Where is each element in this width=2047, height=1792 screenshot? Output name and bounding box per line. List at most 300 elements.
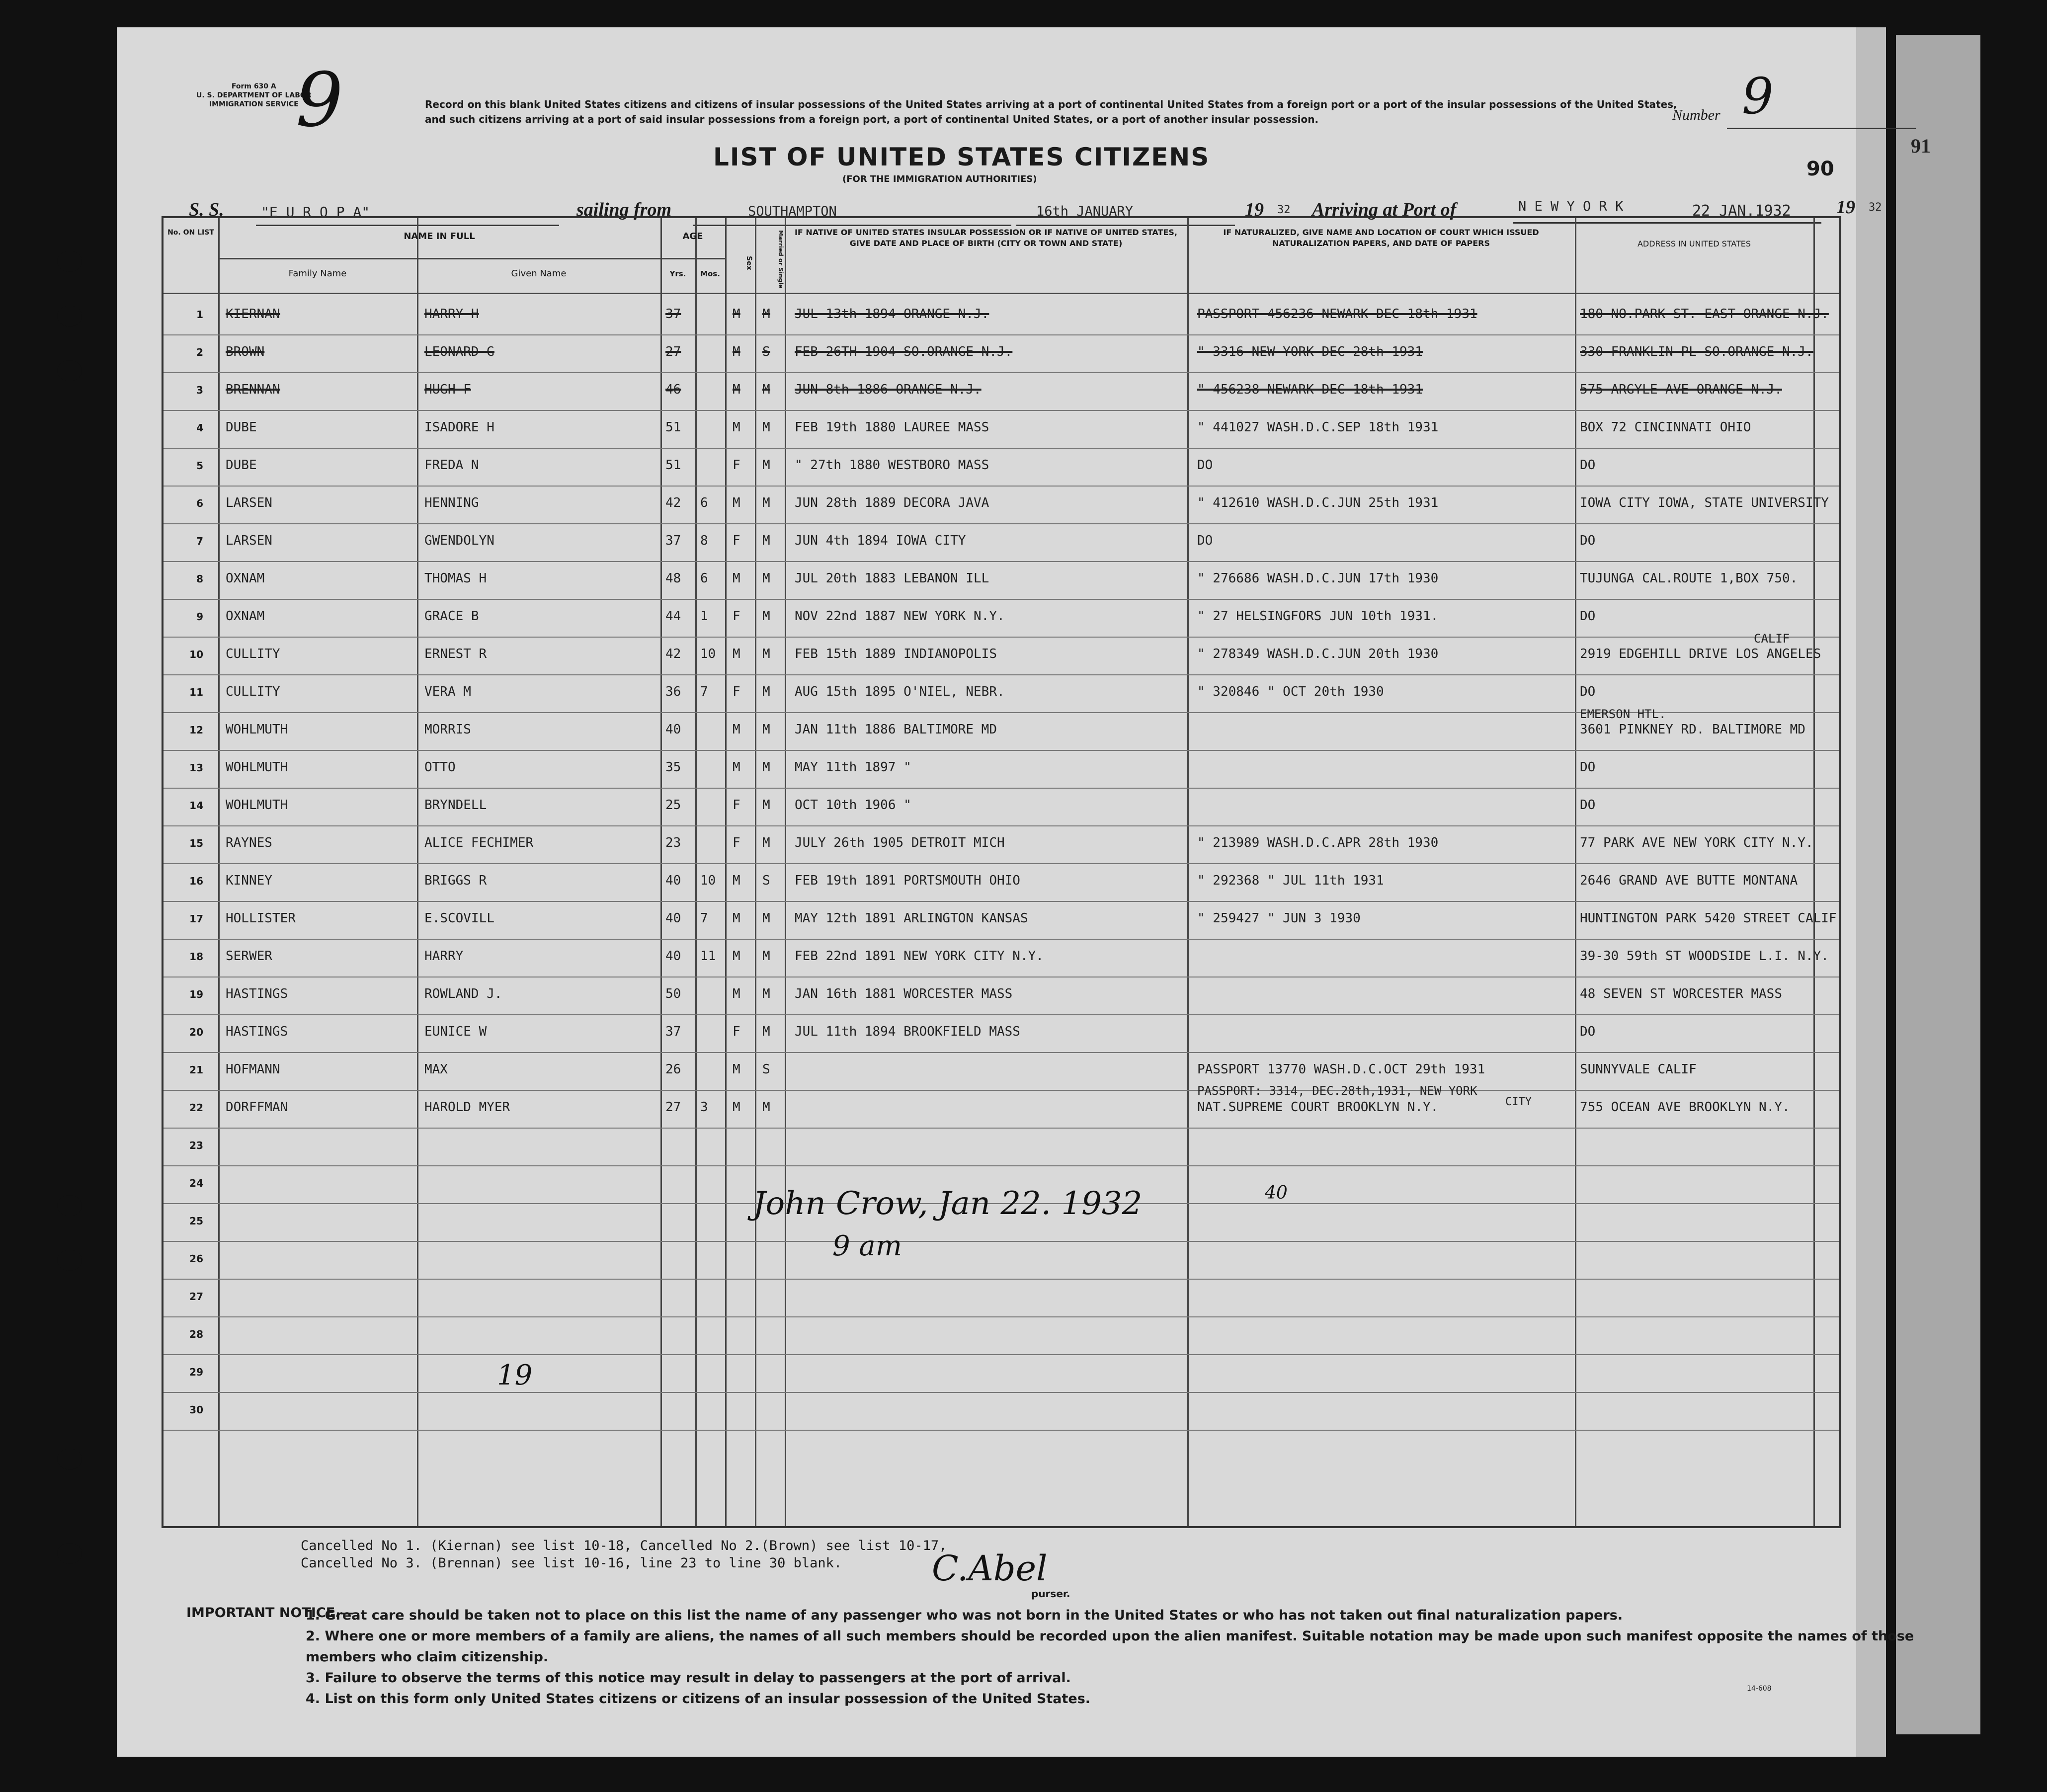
row-number: 24 <box>189 1177 203 1189</box>
table-row <box>164 449 1839 486</box>
cell-birth: FEB 19th 1880 LAUREE MASS <box>795 420 989 435</box>
cell-nat: " 292368 " JUL 11th 1931 <box>1197 873 1384 888</box>
year-from: 32 <box>1277 204 1291 216</box>
cell-birth: JAN 11th 1886 BALTIMORE MD <box>795 722 997 737</box>
cell-family: OXNAM <box>226 609 265 624</box>
cell-yrs: 51 <box>665 420 681 435</box>
cell-ms: M <box>762 420 770 435</box>
cell-birth: JUN 4th 1894 IOWA CITY <box>795 533 966 548</box>
form-identifier <box>196 82 312 109</box>
row-number: 14 <box>189 800 203 812</box>
cell-family: BRENNAN <box>226 382 280 397</box>
cell-sex: M <box>733 571 740 586</box>
table-row <box>164 373 1839 410</box>
cell-ms: M <box>762 1100 770 1115</box>
cell-ms: M <box>762 533 770 548</box>
cell-addr: 3601 PINKNEY RD. BALTIMORE MD <box>1580 722 1805 737</box>
date-from: 16th JANUARY <box>1036 204 1134 219</box>
cell-addr: 77 PARK AVE NEW YORK CITY N.Y. <box>1580 835 1813 850</box>
row-number: 16 <box>189 875 203 887</box>
table-row <box>164 1280 1839 1316</box>
cell-nat: " 441027 WASH.D.C.SEP 18th 1931 <box>1197 420 1439 435</box>
cell-birth: JAN 16th 1881 WORCESTER MASS <box>795 986 1013 1001</box>
cell-addr-above: EMERSON HTL. <box>1580 707 1666 721</box>
cell-sex: F <box>733 835 740 850</box>
cell-birth: FEB 26TH 1904 SO.ORANGE N.J. <box>795 344 1013 359</box>
cell-given: EUNICE W <box>424 1024 487 1039</box>
cell-ms: S <box>762 344 770 359</box>
cell-given: GWENDOLYN <box>424 533 494 548</box>
row-number: 9 <box>196 611 203 623</box>
cell-yrs: 23 <box>665 835 681 850</box>
cell-ms: S <box>762 1062 770 1077</box>
cell-addr: DO <box>1580 458 1596 473</box>
header-given-name: Given Name <box>511 268 567 279</box>
cell-yrs: 35 <box>665 760 681 775</box>
cell-mos: 1 <box>700 609 708 624</box>
row-number: 5 <box>196 460 203 472</box>
cell-ms: M <box>762 684 770 699</box>
purser-label: purser. <box>1031 1588 1070 1600</box>
cell-sex: M <box>733 760 740 775</box>
cell-given: VERA M <box>424 684 471 699</box>
row-number: 29 <box>189 1366 203 1378</box>
cell-nat: NAT.SUPREME COURT BROOKLYN N.Y. <box>1197 1100 1439 1115</box>
cell-addr: SUNNYVALE CALIF <box>1580 1062 1697 1077</box>
binder-hole <box>57 1543 82 1564</box>
cell-yrs: 37 <box>665 307 681 322</box>
cell-nat: " 3316 NEW YORK DEC 28th 1931 <box>1197 344 1423 359</box>
cell-family: DORFFMAN <box>226 1100 288 1115</box>
cell-birth: JUL 11th 1894 BROOKFIELD MASS <box>795 1024 1020 1039</box>
table-row <box>164 789 1839 825</box>
cell-yrs: 42 <box>665 647 681 661</box>
cell-sex: M <box>733 307 740 322</box>
handwritten-list-number: 9 <box>296 57 343 144</box>
row-number: 3 <box>196 384 203 396</box>
cancellation-note-2: Cancelled No 3. (Brennan) see list 10-16, line 23 to line 30 blank. <box>301 1555 842 1571</box>
cell-mos: 8 <box>700 533 708 548</box>
cell-birth: MAY 12th 1891 ARLINGTON KANSAS <box>795 911 1028 926</box>
cell-birth: FEB 22nd 1891 NEW YORK CITY N.Y. <box>795 949 1044 964</box>
cell-yrs: 37 <box>665 533 681 548</box>
cell-given: LEONARD G <box>424 344 494 359</box>
cell-nat-city: CITY <box>1505 1096 1532 1108</box>
cell-family: RAYNES <box>226 835 272 850</box>
cell-given: GRACE B <box>424 609 479 624</box>
cell-sex: F <box>733 1024 740 1039</box>
cell-sex: F <box>733 533 740 548</box>
year-prefix-from: 19 <box>1245 199 1264 220</box>
cell-nat: " 213989 WASH.D.C.APR 28th 1930 <box>1197 835 1439 850</box>
cell-ms: M <box>762 986 770 1001</box>
row-number: 25 <box>189 1215 203 1227</box>
cell-sex: F <box>733 684 740 699</box>
cell-family: DUBE <box>226 420 257 435</box>
header-naturalized: IF NATURALIZED, GIVE NAME AND LOCATION OF COURT WHICH ISSUED NATURALIZATION PAPERS, AND DATE OF PAPERS <box>1223 228 1539 248</box>
cell-addr: 330 FRANKLIN PL SO.ORANGE N.J. <box>1580 344 1813 359</box>
page-number: 90 <box>1806 158 1834 180</box>
table-row <box>164 1393 1839 1430</box>
binder-hole <box>57 1195 82 1216</box>
header-name-in-full: NAME IN FULL <box>404 231 475 242</box>
binder-hole <box>57 360 82 381</box>
cell-given: ALICE FECHIMER <box>424 835 534 850</box>
cell-family: CULLITY <box>226 684 280 699</box>
cell-ms: M <box>762 307 770 322</box>
passenger-table <box>162 216 1841 1528</box>
important-notice <box>306 1605 1946 1710</box>
cell-family: KINNEY <box>226 873 272 888</box>
cell-mos: 3 <box>700 1100 708 1115</box>
cell-given: HARRY <box>424 949 464 964</box>
binder-hole <box>57 1250 82 1271</box>
row-number: 13 <box>189 762 203 774</box>
cell-nat: PASSPORT 13770 WASH.D.C.OCT 29th 1931 <box>1197 1062 1485 1077</box>
cell-sex: M <box>733 495 740 510</box>
cell-family: LARSEN <box>226 495 272 510</box>
cell-birth: NOV 22nd 1887 NEW YORK N.Y. <box>795 609 1005 624</box>
manifest-page <box>117 27 1914 1757</box>
row-number: 18 <box>189 951 203 963</box>
cell-addr: DO <box>1580 533 1596 548</box>
cell-nat: DO <box>1197 533 1213 548</box>
binder-hole <box>57 251 82 272</box>
cell-sex: M <box>733 1100 740 1115</box>
cell-yrs: 40 <box>665 873 681 888</box>
cell-birth: " 27th 1880 WESTBORO MASS <box>795 458 989 473</box>
row-number: 7 <box>196 535 203 547</box>
port-to: N E W Y O R K <box>1518 199 1624 214</box>
table-row <box>164 1355 1839 1392</box>
cell-addr-above: CALIF <box>1754 632 1790 646</box>
department-name: U. S. DEPARTMENT OF LABOR <box>196 91 312 99</box>
binder-hole <box>57 1449 82 1469</box>
cell-nat: " 456238 NEWARK DEC 18th 1931 <box>1197 382 1423 397</box>
cell-yrs: 25 <box>665 798 681 813</box>
next-page-number: 91 <box>1911 135 1931 157</box>
cell-family: LARSEN <box>226 533 272 548</box>
row-number: 19 <box>189 988 203 1000</box>
row-number: 28 <box>189 1328 203 1340</box>
cell-ms: M <box>762 647 770 661</box>
cell-nat: " 278349 WASH.D.C.JUN 20th 1930 <box>1197 647 1439 661</box>
cell-family: BROWN <box>226 344 265 359</box>
cell-sex: M <box>733 382 740 397</box>
cell-sex: M <box>733 344 740 359</box>
cell-sex: M <box>733 420 740 435</box>
cell-addr: IOWA CITY IOWA, STATE UNIVERSITY <box>1580 495 1829 510</box>
cell-birth: MAY 11th 1897 " <box>795 760 911 775</box>
cell-given: HUGH F <box>424 382 471 397</box>
cell-yrs: 51 <box>665 458 681 473</box>
cell-addr: DO <box>1580 609 1596 624</box>
header-no-on-list: No. ON LIST <box>167 229 214 237</box>
cell-given: ERNEST R <box>424 647 487 661</box>
cell-addr: 755 OCEAN AVE BROOKLYN N.Y. <box>1580 1100 1790 1115</box>
cell-ms: M <box>762 382 770 397</box>
cell-birth: JUN 28th 1889 DECORA JAVA <box>795 495 989 510</box>
notice-item-2: 2. Where one or more members of a family are aliens, the names of all such members should be recorded upon the alien manifest. Suitable notation may be made upon such manifest opposite the names of those members who claim citizenship. <box>306 1629 1914 1665</box>
header-months: Mos. <box>700 269 720 278</box>
cell-birth: JUL 20th 1883 LEBANON ILL <box>795 571 989 586</box>
table-row <box>164 524 1839 561</box>
cell-family: OXNAM <box>226 571 265 586</box>
cell-sex: F <box>733 798 740 813</box>
cell-given: FREDA N <box>424 458 479 473</box>
binder-hole <box>57 306 82 326</box>
cell-family: WOHLMUTH <box>226 760 288 775</box>
header-birth: IF NATIVE OF UNITED STATES INSULAR POSSESSION OR IF NATIVE OF UNITED STATES, GIVE DATE AND PLACE OF BIRTH (CITY OR TOWN AND STATE) <box>794 228 1178 248</box>
service-name: IMMIGRATION SERVICE <box>209 100 299 108</box>
table-body <box>164 298 1839 1526</box>
cell-ms: M <box>762 911 770 926</box>
table-row <box>164 1317 1839 1354</box>
cell-addr: 575 ARGYLE AVE ORANGE N.J. <box>1580 382 1782 397</box>
row-number: 27 <box>189 1291 203 1303</box>
table-row <box>164 864 1839 901</box>
row-number: 26 <box>189 1253 203 1265</box>
purser-signature: C.Abel <box>932 1548 1048 1589</box>
row-number: 22 <box>189 1102 203 1114</box>
cell-family: HASTINGS <box>226 1024 288 1039</box>
row-number: 6 <box>196 497 203 509</box>
row-number: 23 <box>189 1140 203 1151</box>
cell-addr: TUJUNGA CAL.ROUTE 1,BOX 750. <box>1580 571 1798 586</box>
cell-sex: F <box>733 458 740 473</box>
table-row <box>164 977 1839 1014</box>
cell-nat: DO <box>1197 458 1213 473</box>
row-number: 8 <box>196 573 203 585</box>
cell-birth: JULY 26th 1905 DETROIT MICH <box>795 835 1005 850</box>
cell-given: OTTO <box>424 760 456 775</box>
row-number: 1 <box>196 309 203 321</box>
print-code: 14-608 <box>1747 1685 1772 1693</box>
cell-ms: M <box>762 571 770 586</box>
cell-given: ROWLAND J. <box>424 986 502 1001</box>
cell-given: HENNING <box>424 495 479 510</box>
cell-yrs: 27 <box>665 1100 681 1115</box>
cell-yrs: 44 <box>665 609 681 624</box>
cell-addr: DO <box>1580 798 1596 813</box>
cell-birth: OCT 10th 1906 " <box>795 798 911 813</box>
row-number: 11 <box>189 686 203 698</box>
cell-sex: M <box>733 722 740 737</box>
cell-given: HARRY H <box>424 307 479 322</box>
cell-ms: M <box>762 495 770 510</box>
cell-addr: DO <box>1580 1024 1596 1039</box>
underlying-page-edge <box>1896 35 1980 1734</box>
table-row <box>164 632 1839 674</box>
notice-item-3: 3. Failure to observe the terms of this notice may result in delay to passengers at the port of arrival. <box>306 1670 1071 1686</box>
cell-given: THOMAS H <box>424 571 487 586</box>
form-instructions: Record on this blank United States citizens and citizens of insular possessions of the United States arriving at a port of continental United States from a foreign port or a port of the insular possessions of the United States, and such citizens arriving at a port of said insular possessions from a foreign port, a port of continental United States, or a port of another insular possession. <box>425 98 1677 125</box>
row-number: 20 <box>189 1026 203 1038</box>
cell-family: WOHLMUTH <box>226 798 288 813</box>
cell-nat: " 320846 " OCT 20th 1930 <box>1197 684 1384 699</box>
cell-addr: 2646 GRAND AVE BUTTE MONTANA <box>1580 873 1798 888</box>
year-prefix-to: 19 <box>1836 197 1855 218</box>
cell-family: HOFMANN <box>226 1062 280 1077</box>
cell-ms: M <box>762 798 770 813</box>
cell-yrs: 42 <box>665 495 681 510</box>
row-number: 17 <box>189 913 203 925</box>
cell-nat: " 27 HELSINGFORS JUN 10th 1931. <box>1197 609 1439 624</box>
cell-addr: 39-30 59th ST WOODSIDE L.I. N.Y. <box>1580 949 1829 964</box>
table-row <box>164 562 1839 599</box>
number-value: 9 <box>1742 67 1774 125</box>
cell-ms: M <box>762 722 770 737</box>
cell-mos: 7 <box>700 911 708 926</box>
form-subtitle: (FOR THE IMMIGRATION AUTHORITIES) <box>842 174 1037 184</box>
row-number: 10 <box>189 649 203 660</box>
ss-label: S. S. <box>189 199 224 220</box>
cell-nat: " 412610 WASH.D.C.JUN 25th 1931 <box>1197 495 1439 510</box>
cell-family: CULLITY <box>226 647 280 661</box>
cell-yrs: 40 <box>665 722 681 737</box>
row-number: 30 <box>189 1404 203 1416</box>
cell-ms: M <box>762 458 770 473</box>
cell-mos: 11 <box>700 949 716 964</box>
cell-sex: M <box>733 873 740 888</box>
cell-given: ISADORE H <box>424 420 494 435</box>
cell-given: BRYNDELL <box>424 798 487 813</box>
table-row <box>164 1084 1839 1128</box>
table-row <box>164 902 1839 939</box>
cell-mos: 10 <box>700 873 716 888</box>
cell-nat: " 276686 WASH.D.C.JUN 17th 1930 <box>1197 571 1439 586</box>
cell-yrs: 40 <box>665 949 681 964</box>
cell-given: HAROLD MYER <box>424 1100 510 1115</box>
cell-sex: M <box>733 647 740 661</box>
table-row <box>164 826 1839 863</box>
cell-nat-above: PASSPORT: 3314, DEC.28th,1931, NEW YORK <box>1197 1084 1477 1098</box>
cell-addr: 180 NO.PARK ST. EAST ORANGE N.J. <box>1580 307 1829 322</box>
cell-given: MORRIS <box>424 722 471 737</box>
cell-ms: M <box>762 1024 770 1039</box>
cell-mos: 10 <box>700 647 716 661</box>
cell-addr: 2919 EDGEHILL DRIVE LOS ANGELES <box>1580 647 1821 661</box>
cell-yrs: 50 <box>665 986 681 1001</box>
cancellation-note-1: Cancelled No 1. (Kiernan) see list 10-18, Cancelled No 2.(Brown) see list 10-17, <box>301 1538 947 1553</box>
cell-sex: M <box>733 1062 740 1077</box>
table-row <box>164 411 1839 448</box>
cell-yrs: 36 <box>665 684 681 699</box>
cell-sex: M <box>733 911 740 926</box>
cell-ms: M <box>762 609 770 624</box>
cell-family: HASTINGS <box>226 986 288 1001</box>
table-row <box>164 335 1839 372</box>
cell-ms: M <box>762 835 770 850</box>
margin-note: 19 <box>497 1359 533 1391</box>
cell-yrs: 40 <box>665 911 681 926</box>
cell-nat: PASSPORT 456236 NEWARK DEC 18th 1931 <box>1197 307 1477 322</box>
form-title: LIST OF UNITED STATES CITIZENS <box>713 143 1210 171</box>
notice-item-4: 4. List on this form only United States citizens or citizens of an insular possession of the United States. <box>306 1691 1091 1707</box>
cell-birth: JUN 8th 1886 ORANGE N.J. <box>795 382 982 397</box>
header-family-name: Family Name <box>288 268 347 279</box>
inspector-signature: John Crow, Jan 22. 1932 <box>753 1185 1143 1222</box>
cell-family: WOHLMUTH <box>226 722 288 737</box>
notice-item-1: 1. Great care should be taken not to place on this list the name of any passenger who was not born in the United States or who has not taken out final naturalization papers. <box>306 1608 1623 1623</box>
cell-sex: M <box>733 949 740 964</box>
row-number: 21 <box>189 1064 203 1076</box>
cell-addr: DO <box>1580 760 1596 775</box>
notice-title: IMPORTANT NOTICE.— <box>186 1605 354 1621</box>
cell-mos: 6 <box>700 571 708 586</box>
cell-family: KIERNAN <box>226 307 280 322</box>
cell-mos: 7 <box>700 684 708 699</box>
arrival-date-stamp: 22 JAN.1932 <box>1692 202 1791 220</box>
table-row <box>164 298 1839 334</box>
header-sex: Sex <box>745 255 753 270</box>
row-number: 15 <box>189 837 203 849</box>
header-address: ADDRESS IN UNITED STATES <box>1637 239 1751 248</box>
header-married-single: Married or Single <box>777 230 784 289</box>
row-number: 4 <box>196 422 203 434</box>
passenger-count-note: 40 <box>1265 1183 1288 1203</box>
table-row <box>164 1015 1839 1052</box>
number-label: Number <box>1672 107 1720 123</box>
cell-given: BRIGGS R <box>424 873 487 888</box>
row-number: 12 <box>189 724 203 736</box>
cell-sex: F <box>733 609 740 624</box>
cell-nat: " 259427 " JUN 3 1930 <box>1197 911 1361 926</box>
cell-addr: 48 SEVEN ST WORCESTER MASS <box>1580 986 1782 1001</box>
cell-birth: JUL 13th 1894 ORANGE N.J. <box>795 307 989 322</box>
table-row <box>164 487 1839 523</box>
table-row <box>164 940 1839 977</box>
cell-addr: DO <box>1580 684 1596 699</box>
cell-addr: HUNTINGTON PARK 5420 STREET CALIF <box>1580 911 1837 926</box>
table-row <box>164 675 1839 712</box>
table-row <box>164 707 1839 750</box>
cell-family: SERWER <box>226 949 272 964</box>
cell-yrs: 37 <box>665 1024 681 1039</box>
table-row <box>164 600 1839 637</box>
arriving-label: Arriving at Port of <box>1312 199 1457 220</box>
cell-sex: M <box>733 986 740 1001</box>
cell-ms: M <box>762 760 770 775</box>
sailing-from-label: sailing from <box>576 199 672 220</box>
header-age: AGE <box>682 231 703 242</box>
table-row <box>164 1129 1839 1165</box>
cell-addr: BOX 72 CINCINNATI OHIO <box>1580 420 1751 435</box>
table-row <box>164 1053 1839 1090</box>
header-years: Yrs. <box>669 269 686 278</box>
cell-yrs: 46 <box>665 382 681 397</box>
row-number: 2 <box>196 346 203 358</box>
cell-yrs: 48 <box>665 571 681 586</box>
table-row <box>164 1242 1839 1279</box>
cell-family: DUBE <box>226 458 257 473</box>
cell-yrs: 26 <box>665 1062 681 1077</box>
cell-family: HOLLISTER <box>226 911 296 926</box>
cell-mos: 6 <box>700 495 708 510</box>
form-number: Form 630 A <box>231 82 276 90</box>
inspector-time: 9 am <box>832 1230 902 1262</box>
ship-name: "E U R O P A" <box>261 204 370 220</box>
port-from: SOUTHAMPTON <box>748 204 837 219</box>
table-row <box>164 751 1839 788</box>
cell-given: E.SCOVILL <box>424 911 494 926</box>
cell-birth: FEB 15th 1889 INDIANOPOLIS <box>795 647 997 661</box>
year-to: 32 <box>1869 201 1882 214</box>
cell-yrs: 27 <box>665 344 681 359</box>
cell-birth: AUG 15th 1895 O'NIEL, NEBR. <box>795 684 1005 699</box>
cell-given: MAX <box>424 1062 448 1077</box>
cell-birth: FEB 19th 1891 PORTSMOUTH OHIO <box>795 873 1020 888</box>
